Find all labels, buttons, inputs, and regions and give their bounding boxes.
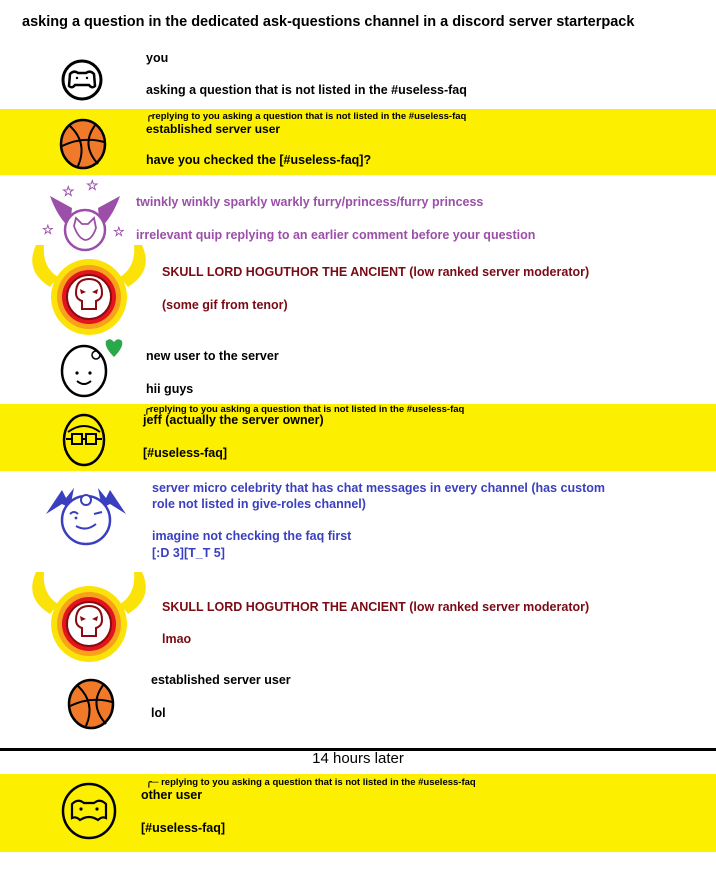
reply-text: replying to you asking a question that is not listed in the #useless-faq: [151, 111, 467, 122]
page-title: asking a question in the dedicated ask-questions channel in a discord server starterpack: [22, 14, 635, 30]
reply-arrow-icon: ╭: [146, 111, 152, 122]
glasses-icon[interactable]: [60, 412, 108, 468]
username[interactable]: twinkly winkly sparkly warkly furry/princess/furry princess: [136, 195, 484, 209]
reply-text: replying to you asking a question that is not listed in the #useless-faq: [161, 777, 476, 788]
reply-text: replying to you asking a question that is not listed in the #useless-faq: [149, 404, 465, 415]
svg-text:☆: ☆: [62, 183, 75, 199]
message-text: lmao: [162, 632, 192, 646]
basketball-icon[interactable]: [58, 118, 108, 170]
message-text: imagine not checking the faq first: [152, 529, 352, 543]
username[interactable]: new user to the server: [146, 349, 279, 363]
svg-text:☆: ☆: [113, 224, 125, 239]
reactions[interactable]: [:D 3][T_T 5]: [152, 546, 225, 560]
username-name: SKULL LORD HOGUTHOR THE ANCIENT: [162, 265, 406, 279]
username-line2: role not listed in give-roles channel): [152, 497, 366, 511]
username[interactable]: jeff (actually the server owner): [143, 413, 324, 427]
message-text: irrelevant quip replying to an earlier comment before your question: [136, 228, 536, 242]
message-text: (some gif from tenor): [162, 298, 288, 312]
reply-arrow-icon: ╭: [144, 404, 150, 415]
reply-preview[interactable]: [146, 777, 476, 788]
username[interactable]: [162, 600, 589, 614]
message-text: lol: [151, 706, 166, 720]
reply-arrow-icon: ╭─: [146, 777, 162, 788]
username[interactable]: [162, 265, 589, 279]
username-name: SKULL LORD HOGUTHOR THE ANCIENT: [162, 600, 406, 614]
message-text: [#useless-faq]: [141, 821, 226, 835]
message-text: [#useless-faq]: [143, 446, 228, 460]
username[interactable]: you: [146, 51, 169, 65]
svg-text:☆: ☆: [42, 222, 54, 237]
message-text: hii guys: [146, 382, 194, 396]
message-text: asking a question that is not listed in the #useless-faq: [146, 83, 467, 97]
username-role: (low ranked server moderator): [409, 265, 590, 279]
username[interactable]: server micro celebrity that has chat messages in every channel (has custom: [152, 481, 605, 495]
discord-icon[interactable]: [60, 58, 104, 102]
horned-skull-icon[interactable]: [24, 570, 154, 662]
username-role: (low ranked server moderator): [409, 600, 590, 614]
message-text: have you checked the [#useless-faq]?: [146, 153, 372, 167]
username[interactable]: established server user: [151, 673, 291, 687]
reply-preview[interactable]: [146, 111, 466, 122]
time-divider: 14 hours later: [312, 750, 404, 767]
horned-skull-icon[interactable]: [24, 243, 154, 335]
basketball-icon[interactable]: [66, 678, 116, 730]
winking-lightning-icon[interactable]: [44, 484, 128, 548]
sad-discord-icon[interactable]: [60, 782, 118, 840]
smiley-heart-icon[interactable]: [56, 337, 128, 399]
svg-text:☆: ☆: [86, 178, 99, 193]
username[interactable]: other user: [141, 788, 203, 802]
username[interactable]: established server user: [146, 122, 281, 136]
